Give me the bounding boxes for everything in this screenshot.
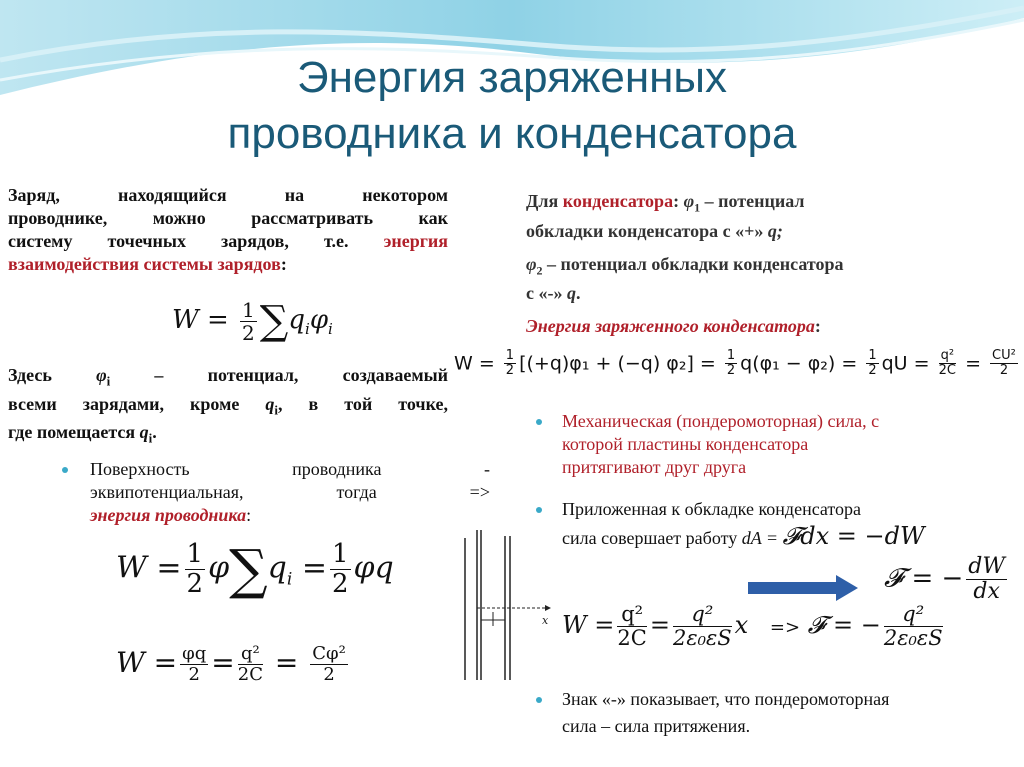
intro-line-2: проводнике, можно рассматривать как xyxy=(8,208,448,228)
f1-phi-sub: i xyxy=(328,320,333,339)
f1-den: 2 xyxy=(242,320,255,345)
f2-frac1 xyxy=(185,540,206,598)
f4-num3: 1 xyxy=(868,348,877,363)
cap-l3-a: – потенциал обкладки конденсатора xyxy=(542,253,844,274)
right-bullet-1 xyxy=(562,410,1012,479)
lb-l1-a: Поверхность xyxy=(90,459,190,479)
formula-conductor-energy-alt xyxy=(116,644,351,685)
f4-frac1 xyxy=(504,349,516,379)
formula-capacitor-force xyxy=(562,603,946,650)
lb-line-3 xyxy=(90,504,490,527)
left-intro xyxy=(8,184,448,276)
rb2-l2-a: сила совершает работу xyxy=(562,528,742,548)
cap-l1-d: – потенциал xyxy=(700,191,805,211)
cap-l4-b: . xyxy=(575,283,581,304)
intro-line-4 xyxy=(8,253,448,276)
f4-mid3: qU = xyxy=(881,352,936,375)
f3-frac1 xyxy=(180,644,208,685)
f3-lhs: W = xyxy=(116,645,178,679)
here-line-2 xyxy=(8,393,448,422)
intro-line-3-highlight: энергия xyxy=(383,231,448,251)
f2-num2: 1 xyxy=(331,539,349,570)
cap-l4-a: с «-» xyxy=(526,283,567,304)
title-line-2: проводника и конденсатора xyxy=(227,109,797,158)
here-l1-phi: φ xyxy=(96,365,107,385)
lb-l2-b: тогда xyxy=(336,482,377,502)
f2-num1: 1 xyxy=(186,539,204,570)
cap-l4-q: q xyxy=(566,283,576,304)
f6-lhs: W = xyxy=(562,611,615,640)
slide-title xyxy=(0,50,1024,162)
right-capacitor-text xyxy=(526,190,1006,338)
f2-lhs: W = xyxy=(116,550,182,586)
f4-num1: 1 xyxy=(505,348,515,363)
f1-phi: φ xyxy=(309,305,329,335)
f4-mid1: [(+q)φ₁ + (−q) φ₂] = xyxy=(519,352,722,375)
f6-den2: 2ε₀εS xyxy=(672,626,732,651)
f6-num1: q² xyxy=(617,603,646,627)
formula-conductor-energy xyxy=(116,538,394,601)
f1-q-sub: i xyxy=(305,320,310,339)
here-l3-q: q xyxy=(139,422,149,443)
intro-line-1: Заряд, находящийся на некотором xyxy=(8,185,448,205)
here-l2-b: , в той точке, xyxy=(278,393,448,414)
cap-l1-phi: φ xyxy=(683,191,695,211)
f6-implies: => xyxy=(769,617,801,639)
intro-line-3-text: систему точечных зарядов, т.е. xyxy=(8,231,384,251)
f5-lhs: 𝓕 = − xyxy=(884,563,964,594)
lb-l1-b: проводника xyxy=(292,459,382,479)
intro-line-3 xyxy=(8,230,448,253)
title-line-1: Энергия заряженных xyxy=(296,53,728,102)
f2-eq: = xyxy=(301,550,327,586)
rb2-line-1: Приложенная к обкладке конденсатора xyxy=(562,499,862,519)
here-l1-a: Здесь xyxy=(8,365,97,385)
f6-frac3 xyxy=(884,603,943,650)
f6-den3: 2ε₀εS xyxy=(883,626,943,651)
f2-phiq: φq xyxy=(353,550,394,586)
here-line-3 xyxy=(8,421,448,450)
here-l3-sub: i xyxy=(148,430,153,446)
f3-den3: 2 xyxy=(323,663,335,685)
rb2-l2-c: 𝓕dx = −dW xyxy=(782,522,925,550)
f3-frac2 xyxy=(238,644,263,685)
formula-capacitor-energy xyxy=(454,349,1021,379)
f1-sum: ∑ xyxy=(259,298,289,344)
left-here xyxy=(8,364,448,450)
lb-l1-c: - xyxy=(483,459,490,479)
cap-line-3 xyxy=(526,253,1006,283)
cap-l5-colon: : xyxy=(814,316,821,337)
f2-q: q xyxy=(267,550,287,586)
rb3-line-1: Знак «-» показывает, что пондеромоторная xyxy=(562,689,890,709)
lb-l2-c: => xyxy=(469,482,490,502)
right-bullet-dot-3 xyxy=(536,697,542,703)
cap-l3-phi: φ xyxy=(526,253,537,274)
left-bullet-text xyxy=(90,458,490,527)
cap-l1-sub: 1 xyxy=(694,200,701,215)
right-bullet-2 xyxy=(562,498,1012,550)
f1-lhs: W = xyxy=(172,305,238,335)
f4-den5: 2 xyxy=(999,363,1009,379)
rb1-line-1: Механическая (пондеромоторная) сила, с xyxy=(562,411,880,431)
here-l2-q: q xyxy=(265,393,275,414)
f2-den1: 2 xyxy=(186,569,204,599)
f4-frac3 xyxy=(866,349,878,379)
f2-frac2 xyxy=(330,540,351,598)
f1-q: q xyxy=(288,305,305,335)
f4-mid2: q(φ₁ − φ₂) = xyxy=(740,352,864,375)
f6-force: 𝓕 = − xyxy=(807,611,881,640)
f6-frac2 xyxy=(673,603,732,650)
formula-energy-sum xyxy=(172,298,333,344)
lb-l3-colon: : xyxy=(246,505,252,525)
f6-x: x xyxy=(734,611,749,640)
f4-frac4 xyxy=(939,349,956,379)
f2-phi: φ xyxy=(208,550,230,586)
cap-l2-a: обкладки конденсатора с «+» xyxy=(526,220,768,241)
here-l3-b: . xyxy=(152,422,157,443)
f1-num: 1 xyxy=(242,297,255,322)
f4-num4: q² xyxy=(940,348,955,363)
f2-q-sub: i xyxy=(286,569,293,590)
here-l2-sub: i xyxy=(274,402,278,418)
f6-eq: = xyxy=(649,611,670,640)
rb1-line-3: притягивают друг друга xyxy=(562,457,747,477)
f4-den1: 2 xyxy=(505,363,515,379)
intro-line-4-colon: : xyxy=(280,254,287,274)
capacitor-plates-diagram xyxy=(453,530,553,680)
f4-den3: 2 xyxy=(868,363,877,379)
f2-sum: ∑ xyxy=(229,538,268,601)
here-l2-a: всеми зарядами, кроме xyxy=(8,393,266,414)
f5-frac xyxy=(966,555,1007,604)
cap-line-4 xyxy=(526,282,1006,305)
cap-l1-colon: : xyxy=(673,191,684,211)
f6-num3: q² xyxy=(884,603,943,627)
f3-num3: Cφ² xyxy=(312,643,346,664)
lb-line-1 xyxy=(90,458,490,481)
f6-den1: 2C xyxy=(617,626,647,651)
lb-line-2 xyxy=(90,481,490,504)
here-line-1 xyxy=(8,364,448,393)
right-bullet-dot-1 xyxy=(536,419,542,425)
here-l1-b: – потенциал, создаваемый xyxy=(110,365,449,385)
rb1-line-2: которой пластины конденсатора xyxy=(562,434,809,454)
cap-l1-highlight: конденсатора xyxy=(562,191,674,211)
left-bullet-dot xyxy=(62,467,68,473)
cap-l2-q: q; xyxy=(767,220,783,241)
f1-frac xyxy=(240,299,257,344)
cap-line-5 xyxy=(526,315,1006,338)
cap-line-1 xyxy=(526,190,1006,220)
f4-frac2 xyxy=(725,349,737,379)
cap-line-2 xyxy=(526,220,1006,243)
cap-l5-highlight: Энергия заряженного конденсатора xyxy=(526,316,815,337)
cap-l3-sub: 2 xyxy=(536,263,543,278)
formula-force-derivative xyxy=(884,555,1010,604)
f4-den4: 2C xyxy=(938,363,956,379)
rb2-line-2 xyxy=(562,522,1012,550)
f4-lhs: W = xyxy=(454,352,501,375)
right-bullet-dot-2 xyxy=(536,507,542,513)
lb-l3-highlight: энергия проводника xyxy=(90,505,247,525)
rb2-l2-b: dA = xyxy=(741,528,779,548)
here-l1-sub: i xyxy=(106,373,111,389)
f3-num2: q² xyxy=(238,644,263,665)
f4-eq: = xyxy=(959,352,988,375)
f3-eq1: = xyxy=(211,645,235,679)
right-bullet-3 xyxy=(562,688,1012,738)
intro-line-4-highlight: взаимодействия системы зарядов xyxy=(8,254,281,274)
here-l3-a: где помещается xyxy=(8,422,140,443)
f5-num: dW xyxy=(968,554,1005,579)
f3-frac3 xyxy=(310,644,348,685)
f2-den2: 2 xyxy=(331,569,349,599)
rb3-line-2: сила – сила притяжения. xyxy=(562,716,751,736)
f4-frac5 xyxy=(990,349,1018,379)
f6-num2: q² xyxy=(673,603,732,627)
f3-num1: φq xyxy=(182,643,207,664)
f3-den2: 2C xyxy=(237,663,263,685)
f6-frac1 xyxy=(617,603,646,650)
diagram-x-label: x xyxy=(542,614,549,627)
f3-den1: 2 xyxy=(188,663,200,685)
lb-l2-a: эквипотенциальная, xyxy=(90,482,244,502)
f4-num2: 1 xyxy=(726,348,736,363)
f5-den: dx xyxy=(973,579,1000,605)
f4-den2: 2 xyxy=(726,363,736,379)
f3-eq2: = xyxy=(274,645,299,679)
f4-num5: CU² xyxy=(992,348,1016,363)
cap-l1-a: Для xyxy=(526,191,563,211)
right-arrow-icon xyxy=(748,575,858,601)
